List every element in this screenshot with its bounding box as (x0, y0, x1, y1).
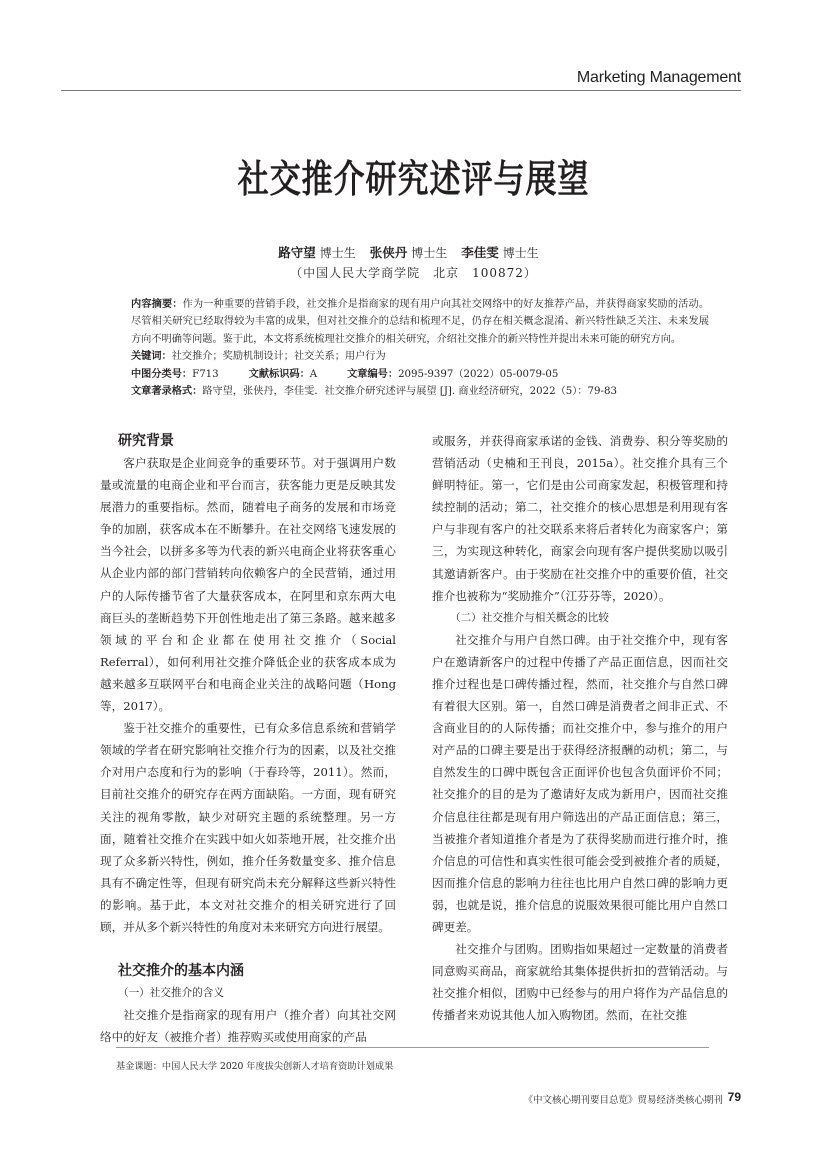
running-header (61, 64, 741, 91)
doc-code-label: 文献标识码： (248, 368, 310, 380)
citation-text: 路守望，张侠丹，李佳雯．社交推介研究述评与展望 [J]. 商业经济研究，2022（5）：79-83 (202, 386, 617, 398)
section-heading-basics: 社交推介的基本内涵 (118, 963, 244, 980)
clc-value: F713 (192, 368, 219, 380)
keywords-label: 关键词： (131, 351, 172, 363)
subsection-heading: （二）社交推介与相关概念的比较 (450, 611, 609, 624)
article-metadata (131, 296, 709, 400)
citation (131, 383, 709, 400)
affiliation: （中国人民大学商学院 北京 100872） (290, 266, 537, 280)
left-column (100, 430, 396, 1048)
right-column (432, 430, 728, 1026)
author-line (0, 243, 827, 261)
body-paragraph: 客户获取是企业间竞争的重要环节。对于强调用户数量或流量的电商企业和平台而言，获客能力更是反映其发展潜力的重要指标。然而，随着电子商务的发展和市场竞争的加剧，获客成本在不断攀升。在社交网络飞速发展的当今社会，以拼多多等为代表的新兴电商企业将获客重心从企业内部的部门营销转向依赖客户的全民营销，通过用户的人际传播节省了大量获客成本，在阿里和京东两大电商巨头的垄断趋势下开创性地走出了第三条路。越来越多领域的平台和企业都在使用社交推介（Social Referral），如何利用社交推介降低企业的获客成本成为越来越多互联网平台和电商企业关注的战略问题（Hong等，2017）。 (100, 456, 396, 714)
section-heading-background: 研究背景 (118, 433, 174, 449)
clc-label: 中图分类号： (131, 368, 193, 380)
author-degree: 博士生 (502, 246, 539, 260)
abstract-text: 作为一种重要的营销手段，社交推介是指商家的现有用户向其社交网络中的好友推荐产品，并获得商家奖励的活动。尽管相关研究已经取得较为丰富的成果，但对社交推介的总结和梳理不足，仍存在相关概念混淆、新兴特性缺乏关注、未来发展方向不明确等问题。鉴于此，本文将系统梳理社交推介的相关研究，介绍社交推介的新兴特性并提出未来可能的研究方向。 (131, 299, 710, 345)
body-paragraph: 鉴于社交推介的重要性，已有众多信息系统和营销学领域的学者在研究影响社交推介行为的因素，以及社交推介对用户态度和行为的影响（于春玲等，2011）。然而，目前社交推介的研究存在两方面缺陷。一方面，现有研究关注的视角零散，缺少对研究主题的系统整理。另一方面，随着社交推介在实践中如火如荼地开展，社交推介出现了众多新兴特性，例如，推介任务数量变多、推介信息具有不确定性等，但现有研究尚未充分解释这些新兴特性的影响。基于此，本文对社交推介的相关研究进行了回顾，并从多个新兴特性的角度对未来研究方向进行展望。 (100, 721, 396, 934)
doc-code-value: A (309, 368, 318, 380)
article-title: 社交推介研究述评与展望 (237, 156, 590, 201)
article-number-label: 文章编号： (347, 368, 399, 380)
funding-note: 基金课题：中国人民大学 2020 年度拔尖创新人才培育资助计划成果 (116, 1061, 394, 1072)
body-paragraph: 社交推介与团购。团购指如果超过一定数量的消费者同意购买商品，商家就给其集体提供折扣的营销活动。与社交推介相似，团购中已经参与的用户将作为产品信息的传播者来劝说其他人加入购物团。然而，在社交推 (432, 942, 728, 1023)
author-name: 路守望 (278, 245, 316, 260)
body-paragraph: 社交推介与用户自然口碑。由于社交推介中，现有客户在邀请新客户的过程中传播了产品正面信息，因而社交推介过程也是口碑传播过程，然而，社交推介与自然口碑有着很大区别。第一，自然口碑是消费者之间非正式、不含商业目的的人际传播；而社交推介中，参与推介的用户对产品的口碑主要是出于获得经济报酬的动机；第二，与自然发生的口碑中既包含正面评价也包含负面评价不同；社交推介的目的是为了邀请好友成为新用户，因而社交推介信息往往都是现有用户筛选出的产品正面信息；第三，当被推介者知道推介者是为了获得奖励而进行推介时，推介信息的可信性和真实性很可能会受到被推介者的质疑，因而推介信息的影响力往往也比用户自然口碑的影响力更弱，也就是说，推介信息的说服效果很可能比用户自然口碑更差。 (432, 632, 728, 934)
keywords-text: 社交推介；奖励机制设计；社交关系；用户行为 (171, 351, 386, 363)
abstract (131, 296, 709, 348)
keywords (131, 348, 709, 365)
body-paragraph: 社交推介是指商家的现有用户（推介者）向其社交网络中的好友（被推介者）推荐购买或使用商家的产品 (100, 1008, 396, 1045)
author-degree: 博士生 (411, 246, 448, 260)
body-paragraph: 或服务，并获得商家承诺的金钱、消费券、积分等奖励的营销活动（史楠和王刊良，2015a）。社交推介具有三个鲜明特征。第一，它们是由公司商家发起，积极管理和持续控制的活动；第二，社交推介的核心思想是利用现有客户与非现有客户的社交联系来将后者转化为商家客户；第三，为实现这种转化，商家会向现有客户提供奖励以吸引其邀请新客户。由于奖励在社交推介中的重要价值，社交推介也被称为“奖励推介”（江芬芬等，2020）。 (432, 434, 728, 603)
abstract-label: 内容摘要： (131, 299, 183, 310)
author-degree: 博士生 (319, 246, 356, 260)
subsection-heading: （一）社交推介的含义 (118, 987, 224, 1000)
citation-label: 文章著录格式： (131, 386, 203, 398)
footnote-divider (116, 1047, 709, 1048)
page-number: 79 (727, 1090, 741, 1104)
author-name: 张侠丹 (369, 245, 408, 260)
article-number-value: 2095-9397（2022）05-0079-05 (398, 368, 559, 380)
author-name: 李佳雯 (461, 245, 499, 260)
classification-row (131, 366, 709, 383)
journal-footer: 《中文核心期刊要目总览》贸易经济类核心期刊 (523, 1095, 723, 1106)
section-label: Marketing Management (576, 69, 741, 86)
